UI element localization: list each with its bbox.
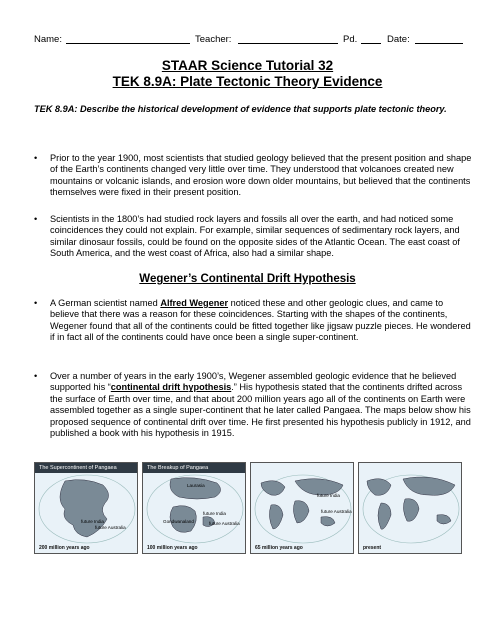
- present-globe-icon: [359, 473, 462, 546]
- map-title: [251, 463, 353, 473]
- bullet-text: Over a number of years in the early 1900’s, Wegener assembled geologic evidence that he believed supported his “continental drift hypothesis.” His hypothesis stated that the continents drifted across the surface of Earth over time, and that about 200 million years ago all of the continents on Earth were assembled together as a single super-continent that he later called Pangaea. The maps below show his proposed sequence of continental drift over time. He first presented his hypothesis publicly in 1912, and published a book with his hypothesis in 1915.: [50, 371, 471, 439]
- keyword-continental-drift: continental drift hypothesis: [110, 382, 232, 393]
- map-breakup: [142, 462, 246, 554]
- bullet-text: Scientists in the 1800’s had studied rock layers and fossils all over the earth, and had noticed some coincidences they could not explain. For example, similar sequences of sedimentary rock layers, and similar dinosaur fossils, could be found on the opposite sides of the Atlantic Ocean. The east coast of South America, and the west coast of Africa, also had a similar shape.: [50, 214, 460, 259]
- teacher-label: Teacher:: [195, 34, 232, 45]
- tek-description: Describe the historical development of evidence that supports plate tectonic theory.: [80, 104, 447, 114]
- student-info-header: [34, 34, 464, 48]
- map-caption: 65 million years ago: [255, 545, 303, 551]
- section-heading: Wegener’s Continental Drift Hypothesis: [139, 273, 356, 285]
- map-label: Laurasia: [187, 483, 205, 488]
- map-label: Gondwanaland: [163, 519, 194, 524]
- map-present: [358, 462, 462, 554]
- map-title: The Supercontinent of Pangaea: [35, 463, 137, 473]
- keyword-alfred-wegener: Alfred Wegener: [160, 298, 229, 308]
- map-caption: 200 million years ago: [39, 545, 90, 551]
- map-label: future Australia: [321, 509, 352, 514]
- page-title: STAAR Science Tutorial 32: [161, 58, 334, 73]
- bullet-icon: •: [34, 298, 38, 308]
- map-label: future India: [203, 511, 226, 516]
- tek-code: TEK 8.9A:: [34, 104, 78, 114]
- map-caption: 100 million years ago: [147, 545, 198, 551]
- continental-drift-maps: [34, 462, 462, 554]
- map-title: [359, 463, 461, 473]
- pangaea-globe-icon: [35, 473, 138, 546]
- page-subtitle: TEK 8.9A: Plate Tectonic Theory Evidence: [112, 74, 383, 89]
- map-caption: present: [363, 545, 382, 551]
- name-label: Name:: [34, 34, 62, 45]
- bullet-icon: •: [34, 371, 38, 381]
- map-title: The Breakup of Pangaea: [143, 463, 245, 473]
- date-label: Date:: [387, 34, 410, 45]
- map-label: future India: [81, 519, 104, 524]
- bullet-icon: •: [34, 153, 38, 163]
- map-label: future Australia: [95, 525, 126, 530]
- bullet-text: Prior to the year 1900, most scientists that studied geology believed that the present position and shape of the Earth’s continents changed very little over time. They understood that volcanoes created new mountains or volcanic islands, and erosion wore down older mountains, but believed that the continents themselves were fixed in their present position.: [50, 153, 472, 198]
- bullet-icon: •: [34, 214, 38, 224]
- map-pangaea: [34, 462, 138, 554]
- map-label: future India: [317, 493, 340, 498]
- period-label: Pd.: [343, 34, 358, 45]
- map-65-million: [250, 462, 354, 554]
- map-label: future Australia: [209, 521, 240, 526]
- bullet-text: A German scientist named Alfred Wegener noticed these and other geologic clues, and came to believe that there was a reason for these coincidences. Starting with the shapes of the continents, Wegener found that all of the continents could be fitted together like jigsaw puzzle pieces. He wondered if in fact all of the continents could have once been a single super-continent.: [50, 298, 471, 343]
